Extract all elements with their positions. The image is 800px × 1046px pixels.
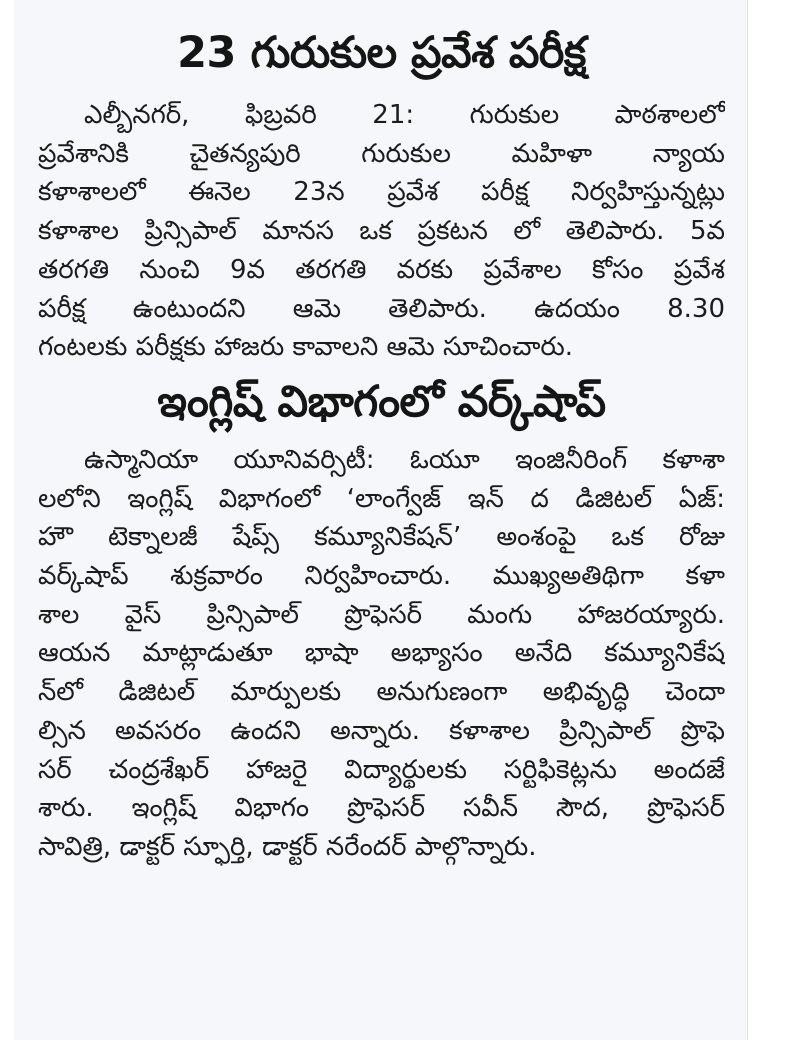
article-1-body: [38, 96, 725, 367]
article-2-line: సావిత్రి, డాక్టర్ స్ఫూర్తి, డాక్టర్ నరేందర్ పాల్గొన్నారు.: [38, 831, 537, 862]
article-2-line: ల్సిన అవసరం ఉందని అన్నారు. కళాశాల ప్రిన్సిపాల్ ప్రొఫె: [38, 715, 725, 746]
newspaper-clipping: [14, 0, 748, 1040]
article-2-line: ఉస్మానియా యూనివర్సిటీ: ఓయూ ఇంజినీరింగ్ కళాశా: [84, 444, 725, 475]
article-2-line: ఆయన మాట్లాడుతూ భాషా అభ్యాసం అనేది కమ్యూనికేష: [38, 638, 725, 669]
article-1-line: కళాశాలలో ఈనెల 23న ప్రవేశ పరీక్ష నిర్వహిస్తున్నట్లు: [38, 177, 725, 208]
article-2-line: శాల వైస్ ప్రిన్సిపాల్ ప్రొఫెసర్ మంగు హాజరయ్యారు.: [38, 599, 725, 630]
article-2-line: న్‌లో డిజిటల్ మార్పులకు అనుగుణంగా అభివృద్ధి చెందా: [38, 677, 725, 708]
article-1-line: కళాశాల ప్రిన్సిపాల్ మానస ఒక ప్రకటన లో తెలిపారు. 5వ: [38, 216, 725, 247]
article-2-line: హౌ టెక్నాలజీ షేప్స్ కమ్యూనికేషన్’ అంశంపై ఒక రోజు: [38, 522, 725, 553]
article-2-line: లలోని ఇంగ్లిష్ విభాగంలో ‘లాంగ్వేజ్ ఇన్ ద డిజిటల్ ఏజ్:: [38, 483, 725, 514]
article-2-line: శారు. ఇంగ్లిష్ విభాగం ప్రొఫెసర్ సవీన్ సౌద, ప్రొఫెసర్: [38, 793, 725, 824]
article-2-line: సర్ చంద్రశేఖర్ హాజరై విద్యార్థులకు సర్టిఫికెట్లను అందజే: [38, 754, 725, 785]
article-1-headline: 23 గురుకుల ప్రవేశ పరీక్ష: [177, 28, 586, 78]
article-1-line: పరీక్ష ఉంటుందని ఆమె తెలిపారు. ఉదయం 8.30: [38, 293, 725, 324]
article-2-body: [38, 441, 725, 867]
article-1-line: తరగతి నుంచి 9వ తరగతి వరకు ప్రవేశాల కోసం ప్రవేశ: [38, 254, 725, 285]
article-1-line: ప్రవేశానికి చైతన్యపురి గురుకుల మహిళా న్యాయ: [38, 138, 725, 169]
article-2-line: వర్క్‌షాప్ శుక్రవారం నిర్వహించారు. ముఖ్యఅతిథిగా కళా: [38, 561, 725, 592]
article-1-line: ఎల్బీనగర్, ఫిబ్రవరి 21: గురుకుల పాఠశాలలో: [84, 100, 725, 130]
article-1-line: గంటలకు పరీక్షకు హాజరు కావాలని ఆమె సూచించారు.: [38, 332, 574, 363]
article-2-headline: ఇంగ్లిష్ విభాగంలో వర్క్‌షాప్: [157, 376, 606, 427]
